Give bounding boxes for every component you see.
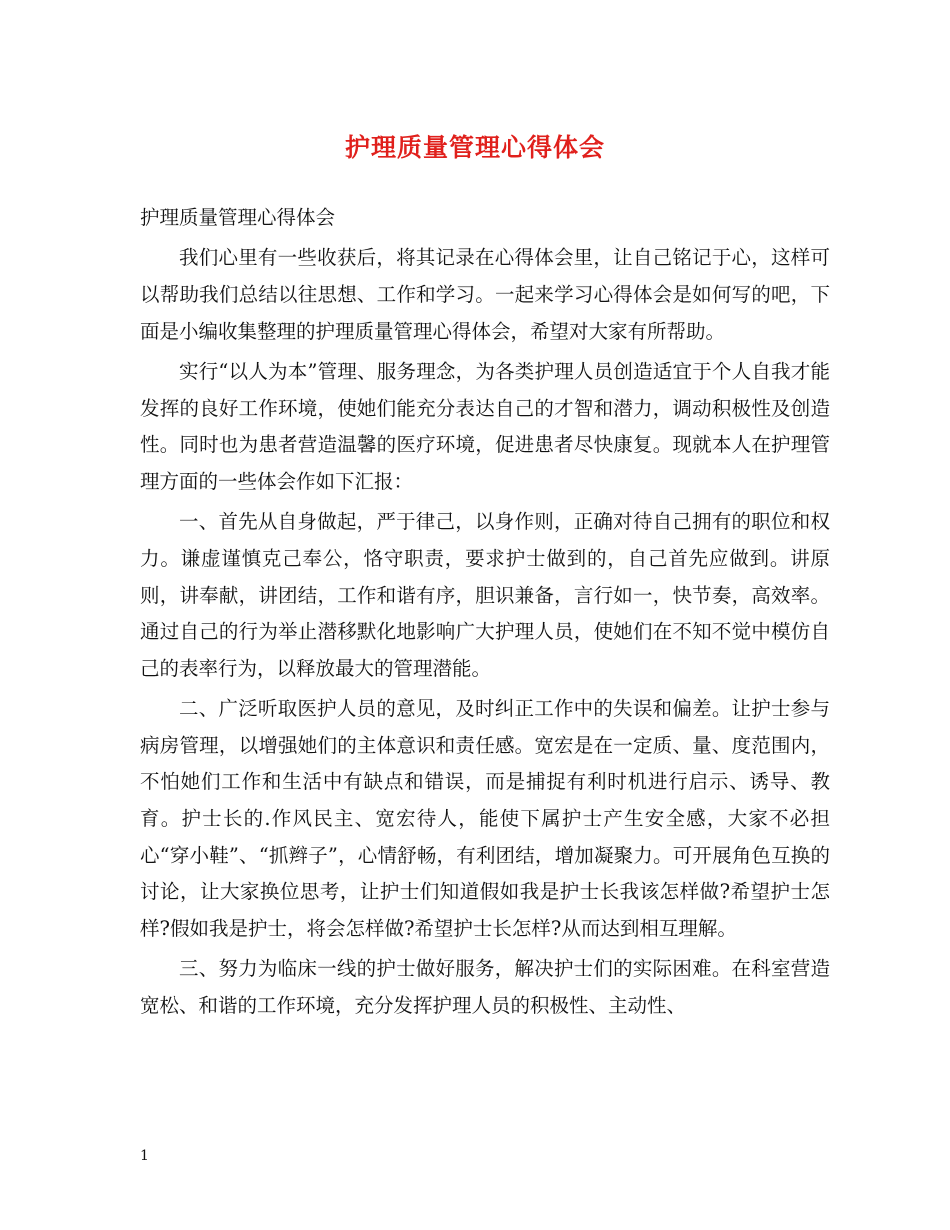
- paragraph-point-one: 一、首先从自身做起，严于律己，以身作则，正确对待自己拥有的职位和权力。谦虚谨慎克己奉公，恪守职责，要求护士做到的，自己首先应做到。讲原则，讲奉献，讲团结，工作和谐有序，胆识兼备，言行如一，快节奏，高效率。通过自己的行为举止潜移默化地影响广大护理人员，使她们在不知不觉中模仿自己的表率行为，以释放最大的管理潜能。: [140, 510, 830, 680]
- paragraph-point-two: 二、广泛听取医护人员的意见，及时纠正工作中的失误和偏差。让护士参与病房管理，以增强她们的主体意识和责任感。宽宏是在一定质、量、度范围内，不怕她们工作和生活中有缺点和错误，而是捕捉有利时机进行启示、诱导、教育。护士长的.作风民主、宽宏待人，能使下属护士产生安全感，大家不必担心“穿小鞋”、“抓辫子”，心情舒畅，有利团结，增加凝聚力。可开展角色互换的讨论，让大家换位思考，让护士们知道假如我是护士长我该怎样做?希望护士怎样?假如我是护士，将会怎样做?希望护士长怎样?从而达到相互理解。: [140, 697, 830, 940]
- paragraph-intro: 我们心里有一些收获后，将其记录在心得体会里，让自己铭记于心，这样可以帮助我们总结以往思想、工作和学习。一起来学习心得体会是如何写的吧，下面是小编收集整理的护理质量管理心得体会，希望对大家有所帮助。: [140, 246, 830, 343]
- page-number: 1: [140, 1148, 149, 1164]
- document-title: 护理质量管理心得体会: [344, 133, 605, 162]
- document-body: [140, 200, 830, 1028]
- document-subtitle: 护理质量管理心得体会: [140, 206, 336, 229]
- paragraph-point-three: 三、努力为临床一线的护士做好服务，解决护士们的实际困难。在科室营造宽松、和谐的工作环境，充分发挥护理人员的积极性、主动性、: [140, 957, 830, 1017]
- paragraph-concept: 实行“以人为本”管理、服务理念，为各类护理人员创造适宜于个人自我才能发挥的良好工作环境，使她们能充分表达自己的才智和潜力，调动积极性及创造性。同时也为患者营造温馨的医疗环境，促进患者尽快康复。现就本人在护理管理方面的一些体会作如下汇报：: [140, 360, 830, 493]
